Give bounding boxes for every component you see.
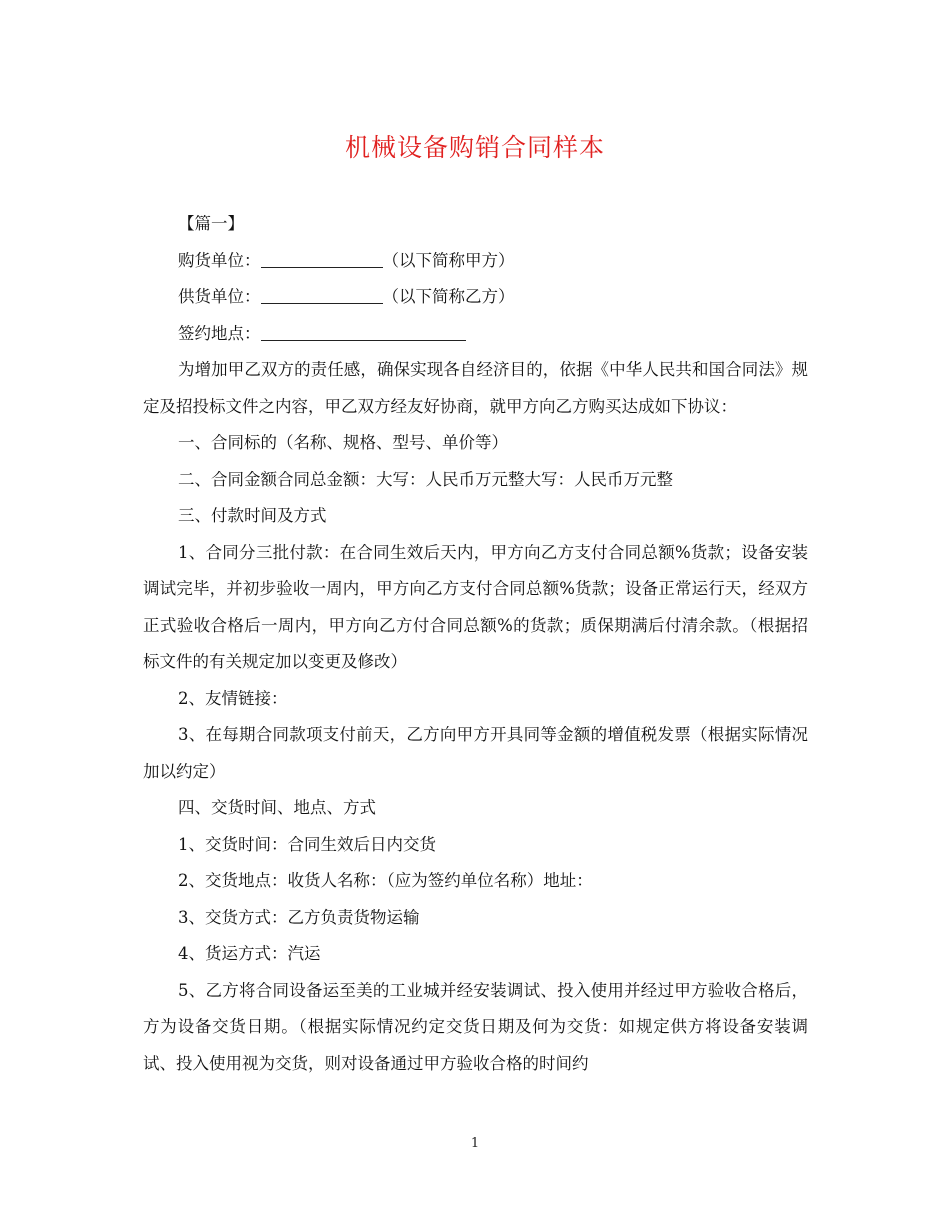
paragraph-delivery-1: 1、交货时间：合同生效后日内交货: [178, 834, 436, 854]
supplier-label: 供货单位：: [178, 287, 261, 306]
supplier-note: （以下简称乙方）: [382, 287, 515, 306]
section-label: 【篇一】: [178, 214, 244, 233]
document-body: [143, 206, 808, 1082]
location-blank: [261, 320, 466, 341]
paragraph-payment-heading: 三、付款时间及方式: [178, 506, 327, 525]
paragraph-amount: 二、合同金额合同总金额：大写：人民币万元整大写：人民币万元整: [178, 469, 673, 489]
paragraph-delivery-heading: 四、交货时间、地点、方式: [178, 798, 376, 817]
paragraph-delivery-5: 5、乙方将合同设备运至美的工业城并经安装调试、投入使用并经过甲方验收合格后，方为设备交货日期。（根据实际情况约定交货日期及何为交货：如规定供方将设备安装调试、投入使用视为交货，则对设备通过甲方验收合格的时间约: [143, 980, 808, 1073]
paragraph-delivery-2: 2、交货地点：收货人名称：（应为签约单位名称）地址：: [178, 871, 593, 890]
document-title: 机械设备购销合同样本: [344, 133, 605, 162]
page-number: 1: [470, 1136, 480, 1151]
paragraph-payment-2: 2、友情链接：: [178, 688, 288, 708]
paragraph-delivery-3: 3、交货方式：乙方负责货物运输: [178, 907, 420, 927]
supplier-line: [143, 279, 808, 316]
supplier-blank: [261, 283, 383, 304]
location-line: [143, 316, 808, 353]
buyer-line: [143, 243, 808, 280]
buyer-label: 购货单位：: [178, 250, 261, 270]
paragraph-payment-1: 1、合同分三批付款：在合同生效后天内，甲方向乙方支付合同总额%货款；设备安装调试完毕，并初步验收一周内，甲方向乙方支付合同总额%货款；设备正常运行天，经双方正式验收合格后一周内，甲方向乙方付合同总额%的货款；质保期满后付清余款。（根据招标文件的有关规定加以变更及修改）: [143, 542, 808, 671]
buyer-note: （以下简称甲方）: [382, 250, 515, 270]
paragraph-subject: 一、合同标的（名称、规格、型号、单价等）: [178, 433, 508, 452]
buyer-blank: [261, 247, 383, 268]
paragraph-payment-3: 3、在每期合同款项支付前天，乙方向甲方开具同等金额的增值税发票（根据实际情况加以约定）: [143, 725, 808, 781]
paragraph-delivery-4: 4、货运方式：汽运: [178, 944, 321, 963]
location-label: 签约地点：: [178, 323, 261, 343]
paragraph-intro: 为增加甲乙双方的责任感，确保实现各自经济目的，依据《中华人民共和国合同法》规定及招投标文件之内容，甲乙双方经友好协商，就甲方向乙方购买达成如下协议：: [143, 360, 808, 416]
